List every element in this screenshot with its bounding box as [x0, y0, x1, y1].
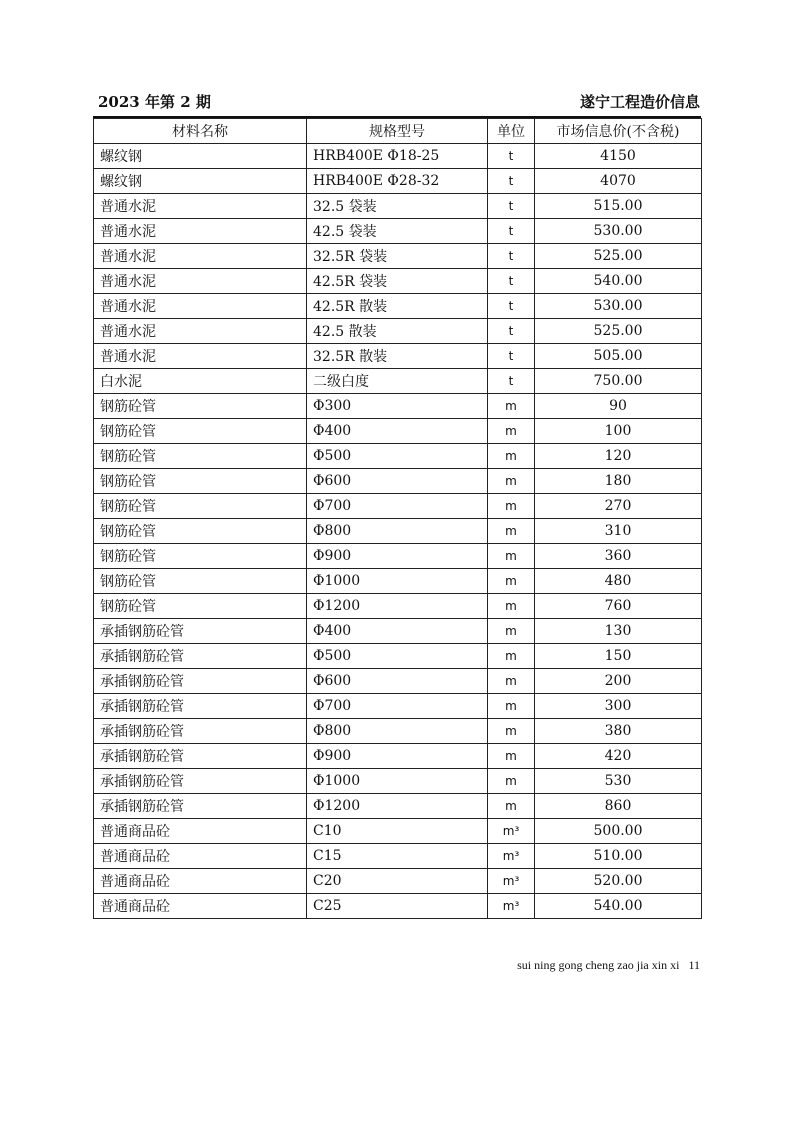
table-row: [94, 844, 702, 869]
unit-cell: m: [488, 494, 535, 519]
table-row: [94, 644, 702, 669]
spec-cell: Φ800: [307, 719, 488, 744]
material-name-cell: 承插钢筋砼管: [94, 719, 307, 744]
unit-cell: t: [488, 219, 535, 244]
unit-cell: m: [488, 569, 535, 594]
price-cell: 300: [535, 694, 702, 719]
spec-cell: 42.5R 袋装: [307, 269, 488, 294]
material-name-cell: 钢筋砼管: [94, 569, 307, 594]
material-name-cell: 普通商品砼: [94, 844, 307, 869]
spec-cell: 32.5R 散装: [307, 344, 488, 369]
table-row: [94, 169, 702, 194]
unit-cell: t: [488, 269, 535, 294]
price-cell: 4070: [535, 169, 702, 194]
price-cell: 530.00: [535, 294, 702, 319]
spec-cell: Φ500: [307, 444, 488, 469]
material-name-cell: 钢筋砼管: [94, 519, 307, 544]
table-row: [94, 519, 702, 544]
spec-cell: Φ800: [307, 519, 488, 544]
material-name-cell: 普通商品砼: [94, 819, 307, 844]
table-row: [94, 444, 702, 469]
price-cell: 150: [535, 644, 702, 669]
price-cell: 505.00: [535, 344, 702, 369]
material-name-cell: 白水泥: [94, 369, 307, 394]
material-name-cell: 承插钢筋砼管: [94, 794, 307, 819]
spec-cell: Φ1000: [307, 569, 488, 594]
price-cell: 120: [535, 444, 702, 469]
price-cell: 525.00: [535, 319, 702, 344]
price-cell: 540.00: [535, 269, 702, 294]
unit-cell: m: [488, 544, 535, 569]
price-cell: 525.00: [535, 244, 702, 269]
unit-cell: m: [488, 719, 535, 744]
page-header: [98, 89, 700, 115]
table-row: [94, 894, 702, 919]
unit-cell: m: [488, 669, 535, 694]
material-name-cell: 普通商品砼: [94, 894, 307, 919]
table-row: [94, 544, 702, 569]
spec-cell: Φ300: [307, 394, 488, 419]
price-cell: 530.00: [535, 219, 702, 244]
table-header-row: [94, 119, 702, 144]
table-row: [94, 819, 702, 844]
issue-label: 2023 年第 2 期: [98, 93, 211, 111]
price-cell: 760: [535, 594, 702, 619]
spec-cell: 二级白度: [307, 369, 488, 394]
unit-cell: t: [488, 344, 535, 369]
material-name-cell: 钢筋砼管: [94, 419, 307, 444]
unit-cell: m: [488, 644, 535, 669]
unit-cell: t: [488, 169, 535, 194]
spec-cell: HRB400E Φ28-32: [307, 169, 488, 194]
material-name-cell: 普通水泥: [94, 319, 307, 344]
price-cell: 130: [535, 619, 702, 644]
unit-cell: m: [488, 444, 535, 469]
column-header-price: 市场信息价(不含税): [535, 119, 702, 144]
price-cell: 420: [535, 744, 702, 769]
material-name-cell: 钢筋砼管: [94, 444, 307, 469]
spec-cell: Φ1200: [307, 594, 488, 619]
table-row: [94, 344, 702, 369]
material-name-cell: 钢筋砼管: [94, 394, 307, 419]
table-row: [94, 194, 702, 219]
column-header-material: 材料名称: [94, 119, 307, 144]
unit-cell: t: [488, 144, 535, 169]
material-name-cell: 普通水泥: [94, 244, 307, 269]
spec-cell: Φ600: [307, 669, 488, 694]
unit-cell: m³: [488, 869, 535, 894]
table-row: [94, 594, 702, 619]
price-cell: 200: [535, 669, 702, 694]
table-row: [94, 269, 702, 294]
table-row: [94, 719, 702, 744]
unit-cell: m: [488, 394, 535, 419]
table-row: [94, 769, 702, 794]
unit-cell: m: [488, 419, 535, 444]
material-name-cell: 螺纹钢: [94, 169, 307, 194]
table-row: [94, 394, 702, 419]
unit-cell: m: [488, 794, 535, 819]
publication-title: 遂宁工程造价信息: [579, 93, 700, 111]
unit-cell: m³: [488, 819, 535, 844]
spec-cell: Φ600: [307, 469, 488, 494]
price-cell: 515.00: [535, 194, 702, 219]
table-row: [94, 469, 702, 494]
material-name-cell: 承插钢筋砼管: [94, 669, 307, 694]
price-cell: 510.00: [535, 844, 702, 869]
unit-cell: m³: [488, 844, 535, 869]
spec-cell: C15: [307, 844, 488, 869]
unit-cell: t: [488, 294, 535, 319]
table-body: [94, 144, 702, 919]
spec-cell: Φ400: [307, 619, 488, 644]
material-name-cell: 普通商品砼: [94, 869, 307, 894]
spec-cell: Φ700: [307, 694, 488, 719]
price-table: [93, 118, 702, 919]
price-cell: 310: [535, 519, 702, 544]
material-name-cell: 钢筋砼管: [94, 594, 307, 619]
table-row: [94, 319, 702, 344]
price-cell: 4150: [535, 144, 702, 169]
price-cell: 380: [535, 719, 702, 744]
unit-cell: m³: [488, 894, 535, 919]
price-cell: 530: [535, 769, 702, 794]
table-row: [94, 369, 702, 394]
table-row: [94, 794, 702, 819]
material-name-cell: 普通水泥: [94, 294, 307, 319]
spec-cell: Φ1200: [307, 794, 488, 819]
price-cell: 100: [535, 419, 702, 444]
unit-cell: m: [488, 469, 535, 494]
price-cell: 480: [535, 569, 702, 594]
unit-cell: m: [488, 619, 535, 644]
price-cell: 360: [535, 544, 702, 569]
spec-cell: Φ500: [307, 644, 488, 669]
price-cell: 540.00: [535, 894, 702, 919]
spec-cell: 42.5 散装: [307, 319, 488, 344]
column-header-unit: 单位: [488, 119, 535, 144]
material-name-cell: 螺纹钢: [94, 144, 307, 169]
spec-cell: C20: [307, 869, 488, 894]
material-name-cell: 普通水泥: [94, 344, 307, 369]
table-row: [94, 569, 702, 594]
material-name-cell: 普通水泥: [94, 194, 307, 219]
table-row: [94, 669, 702, 694]
unit-cell: t: [488, 244, 535, 269]
price-cell: 180: [535, 469, 702, 494]
column-header-spec: 规格型号: [307, 119, 488, 144]
unit-cell: m: [488, 519, 535, 544]
spec-cell: 42.5R 散装: [307, 294, 488, 319]
price-cell: 860: [535, 794, 702, 819]
table-row: [94, 219, 702, 244]
unit-cell: m: [488, 769, 535, 794]
table-row: [94, 694, 702, 719]
price-cell: 750.00: [535, 369, 702, 394]
material-name-cell: 承插钢筋砼管: [94, 694, 307, 719]
table-row: [94, 419, 702, 444]
spec-cell: Φ900: [307, 744, 488, 769]
material-name-cell: 普通水泥: [94, 219, 307, 244]
price-cell: 270: [535, 494, 702, 519]
table-row: [94, 144, 702, 169]
table-row: [94, 869, 702, 894]
spec-cell: Φ700: [307, 494, 488, 519]
material-name-cell: 钢筋砼管: [94, 544, 307, 569]
page-number: 11: [688, 958, 700, 972]
unit-cell: m: [488, 594, 535, 619]
material-name-cell: 普通水泥: [94, 269, 307, 294]
spec-cell: Φ1000: [307, 769, 488, 794]
unit-cell: t: [488, 319, 535, 344]
table-row: [94, 619, 702, 644]
table-row: [94, 294, 702, 319]
unit-cell: m: [488, 744, 535, 769]
table-row: [94, 744, 702, 769]
spec-cell: 32.5 袋装: [307, 194, 488, 219]
spec-cell: C25: [307, 894, 488, 919]
table-row: [94, 244, 702, 269]
price-cell: 90: [535, 394, 702, 419]
material-name-cell: 承插钢筋砼管: [94, 744, 307, 769]
material-name-cell: 钢筋砼管: [94, 494, 307, 519]
spec-cell: 32.5R 袋装: [307, 244, 488, 269]
footer-text: sui ning gong cheng zao jia xin xi: [517, 958, 680, 972]
material-name-cell: 承插钢筋砼管: [94, 644, 307, 669]
spec-cell: Φ400: [307, 419, 488, 444]
page-footer: [420, 958, 700, 973]
spec-cell: Φ900: [307, 544, 488, 569]
spec-cell: C10: [307, 819, 488, 844]
material-name-cell: 承插钢筋砼管: [94, 769, 307, 794]
material-name-cell: 承插钢筋砼管: [94, 619, 307, 644]
spec-cell: 42.5 袋装: [307, 219, 488, 244]
unit-cell: t: [488, 369, 535, 394]
material-name-cell: 钢筋砼管: [94, 469, 307, 494]
price-cell: 520.00: [535, 869, 702, 894]
unit-cell: t: [488, 194, 535, 219]
table-row: [94, 494, 702, 519]
unit-cell: m: [488, 694, 535, 719]
price-cell: 500.00: [535, 819, 702, 844]
spec-cell: HRB400E Φ18-25: [307, 144, 488, 169]
